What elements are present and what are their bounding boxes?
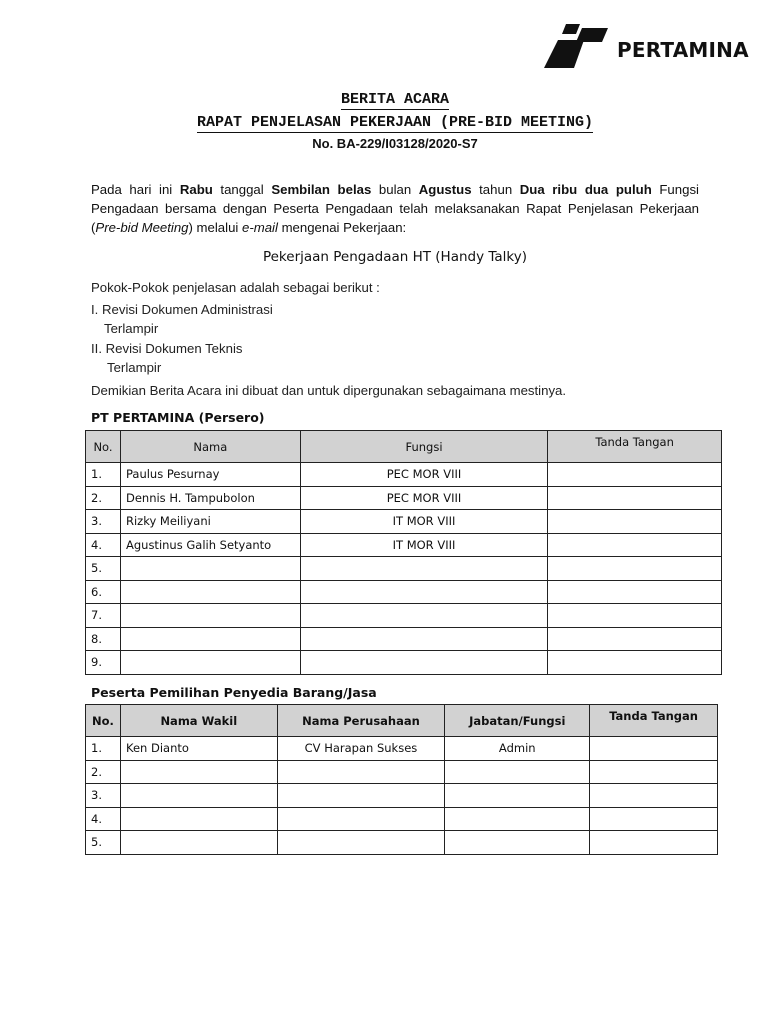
cell-nama xyxy=(120,604,300,628)
job-title: Pekerjaan Pengadaan HT (Handy Talky) xyxy=(262,249,528,265)
cell-tanda-tangan xyxy=(548,486,722,510)
points-intro: Pokok-Pokok penjelasan adalah sebagai berikut : xyxy=(91,280,380,295)
closing-statement: Demikian Berita Acara ini dibuat dan untuk dipergunakan sebagaimana mestinya. xyxy=(91,383,567,398)
table-row xyxy=(86,627,722,651)
cell-fungsi: PEC MOR VIII xyxy=(300,486,548,510)
cell-tanda-tangan xyxy=(548,557,722,581)
cell-no: 3. xyxy=(86,784,121,808)
table1-section-title: PT PERTAMINA (Persero) xyxy=(91,410,265,425)
cell-tanda-tangan xyxy=(548,463,722,487)
table-header-row xyxy=(86,705,718,737)
cell-nama-wakil xyxy=(120,807,277,831)
document-title: BERITA ACARA xyxy=(340,91,450,108)
col-jabatan-fungsi: Jabatan/Fungsi xyxy=(445,705,590,737)
cell-nama-perusahaan: CV Harapan Sukses xyxy=(277,737,445,761)
cell-fungsi: PEC MOR VIII xyxy=(300,463,548,487)
cell-no: 1. xyxy=(86,737,121,761)
cell-tanda-tangan xyxy=(548,510,722,534)
col-no: No. xyxy=(86,431,121,463)
cell-jabatan-fungsi xyxy=(445,784,590,808)
cell-nama: Dennis H. Tampubolon xyxy=(120,486,300,510)
col-tanda-tangan: Tanda Tangan xyxy=(548,431,722,463)
table-row xyxy=(86,784,718,808)
cell-fungsi xyxy=(300,557,548,581)
logo-text: PERTAMINA xyxy=(617,38,749,62)
cell-no: 1. xyxy=(86,463,121,487)
cell-nama: Paulus Pesurnay xyxy=(120,463,300,487)
cell-tanda-tangan xyxy=(548,533,722,557)
cell-no: 9. xyxy=(86,651,121,675)
cell-nama-perusahaan xyxy=(277,807,445,831)
table-row xyxy=(86,533,722,557)
table-row xyxy=(86,651,722,675)
cell-no: 2. xyxy=(86,486,121,510)
table-row xyxy=(86,604,722,628)
point-2-status: Terlampir xyxy=(107,360,162,375)
document-number: No. BA-229/I03128/2020-S7 xyxy=(312,136,478,151)
cell-nama-perusahaan xyxy=(277,760,445,784)
table-row xyxy=(86,760,718,784)
table-row xyxy=(86,486,722,510)
point-1-status: Terlampir xyxy=(104,321,159,336)
table-row xyxy=(86,580,722,604)
table2-section-title: Peserta Pemilihan Penyedia Barang/Jasa xyxy=(91,685,377,700)
intro-paragraph: Pada hari ini Rabu tanggal Sembilan belas bulan Agustus tahun Dua ribu dua puluh Fungsi Pengadaan bersama dengan Peserta Pengadaan telah melaksanakan Rapat Penjelasan Pekerjaan (Pre-bid Meeting) melalui e-mail mengenai Pekerjaan: xyxy=(91,182,699,235)
point-2-label: II. Revisi Dokumen Teknis xyxy=(91,341,243,356)
cell-nama-perusahaan xyxy=(277,831,445,855)
cell-fungsi xyxy=(300,651,548,675)
table-row xyxy=(86,831,718,855)
document-subtitle: RAPAT PENJELASAN PEKERJAAN (PRE-BID MEETING) xyxy=(196,114,594,131)
cell-jabatan-fungsi xyxy=(445,831,590,855)
cell-tanda-tangan xyxy=(548,627,722,651)
cell-nama: Rizky Meiliyani xyxy=(120,510,300,534)
cell-no: 3. xyxy=(86,510,121,534)
cell-tanda-tangan xyxy=(590,760,718,784)
col-nama-perusahaan: Nama Perusahaan xyxy=(277,705,445,737)
cell-nama xyxy=(120,557,300,581)
participant-attendance-table xyxy=(85,704,718,855)
cell-no: 4. xyxy=(86,533,121,557)
cell-nama: Agustinus Galih Setyanto xyxy=(120,533,300,557)
cell-fungsi: IT MOR VIII xyxy=(300,510,548,534)
pertamina-attendance-table xyxy=(85,430,722,675)
cell-nama-wakil xyxy=(120,760,277,784)
cell-fungsi xyxy=(300,580,548,604)
col-nama-wakil: Nama Wakil xyxy=(120,705,277,737)
col-fungsi: Fungsi xyxy=(300,431,548,463)
cell-fungsi xyxy=(300,604,548,628)
cell-nama-wakil xyxy=(120,831,277,855)
cell-no: 7. xyxy=(86,604,121,628)
table-row xyxy=(86,807,718,831)
cell-tanda-tangan xyxy=(548,651,722,675)
table-row xyxy=(86,510,722,534)
cell-nama xyxy=(120,580,300,604)
col-nama: Nama xyxy=(120,431,300,463)
point-1-label: I. Revisi Dokumen Administrasi xyxy=(91,302,273,317)
cell-nama xyxy=(120,651,300,675)
cell-fungsi: IT MOR VIII xyxy=(300,533,548,557)
cell-no: 6. xyxy=(86,580,121,604)
cell-nama-wakil: Ken Dianto xyxy=(120,737,277,761)
pertamina-logo-icon xyxy=(544,22,616,72)
table-row xyxy=(86,463,722,487)
cell-jabatan-fungsi xyxy=(445,807,590,831)
cell-nama-wakil xyxy=(120,784,277,808)
cell-nama xyxy=(120,627,300,651)
cell-tanda-tangan xyxy=(548,604,722,628)
table-row xyxy=(86,557,722,581)
cell-tanda-tangan xyxy=(590,831,718,855)
col-no: No. xyxy=(86,705,121,737)
cell-no: 2. xyxy=(86,760,121,784)
cell-tanda-tangan xyxy=(590,784,718,808)
cell-jabatan-fungsi xyxy=(445,760,590,784)
cell-tanda-tangan xyxy=(590,807,718,831)
cell-fungsi xyxy=(300,627,548,651)
cell-tanda-tangan xyxy=(590,737,718,761)
table-row xyxy=(86,737,718,761)
cell-tanda-tangan xyxy=(548,580,722,604)
table-header-row xyxy=(86,431,722,463)
cell-no: 5. xyxy=(86,831,121,855)
cell-jabatan-fungsi: Admin xyxy=(445,737,590,761)
col-tanda-tangan: Tanda Tangan xyxy=(590,705,718,737)
cell-no: 5. xyxy=(86,557,121,581)
cell-nama-perusahaan xyxy=(277,784,445,808)
cell-no: 8. xyxy=(86,627,121,651)
cell-no: 4. xyxy=(86,807,121,831)
